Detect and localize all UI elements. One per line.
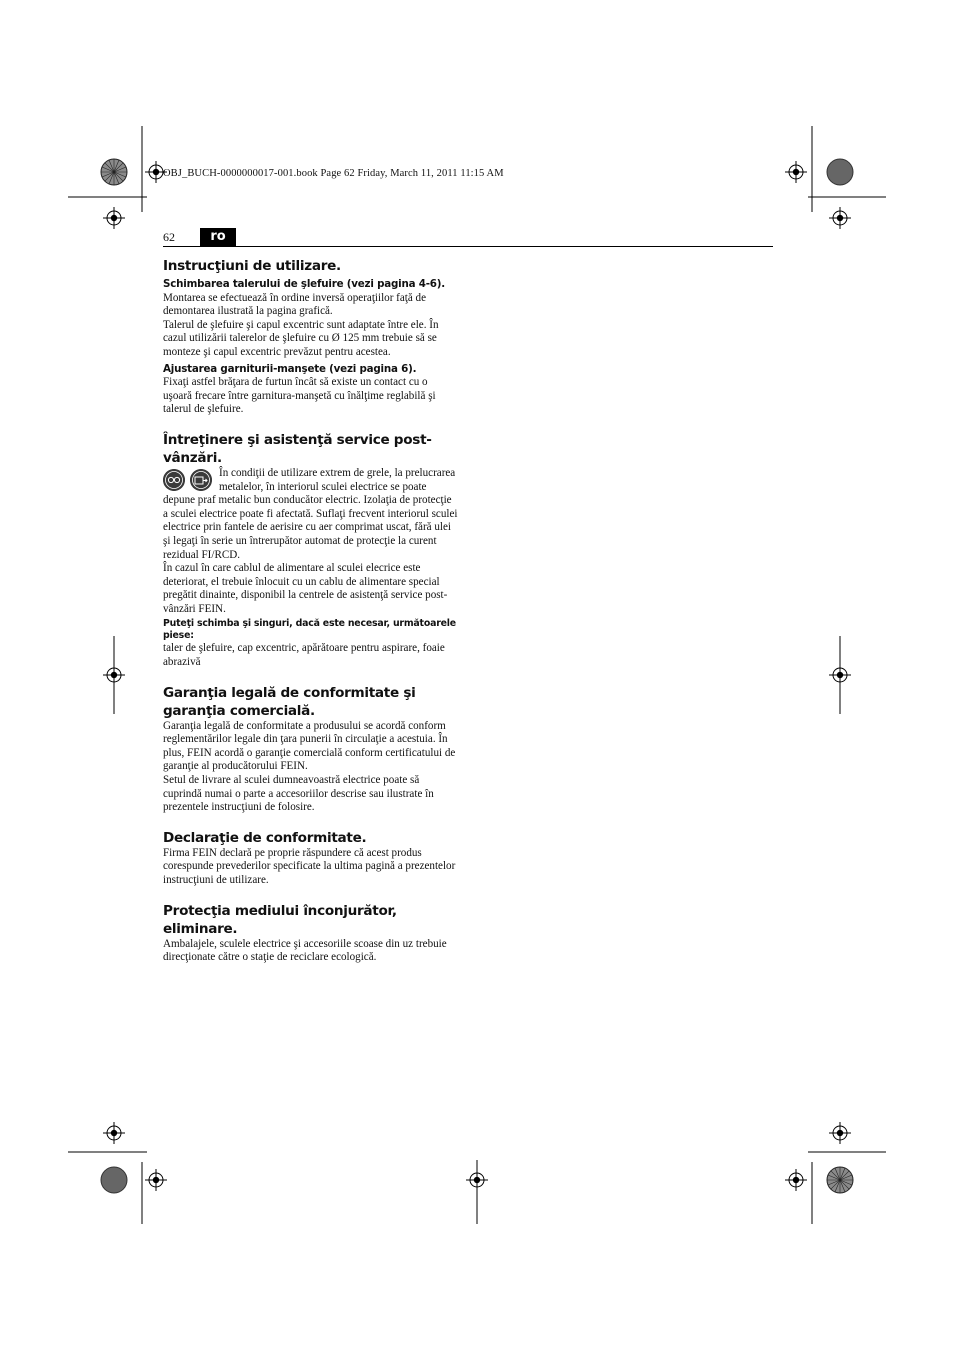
subsection-title-pad-change: Schimbarea talerului de şlefuire (vezi pagina 4-6). xyxy=(163,278,445,290)
paragraph: Montarea se efectuează în ordine inversă operaţiilor faţă de demontarea ilustrată la pagina grafică. xyxy=(163,291,427,318)
registration-mark-icon xyxy=(145,161,167,183)
paragraph: Ambalajele, sculele electrice şi accesoriile scoase din uz trebuie direcţionate către o staţie de reciclare ecologică. xyxy=(163,937,447,964)
language-tab: ro xyxy=(200,228,236,246)
paragraph: Fixaţi astfel brăţara de furtun încât să existe un contact cu o uşoară frecare între garnitura-manşetă cu înălţime reglabilă şi talerul de şlefuire. xyxy=(163,376,436,416)
replaceable-parts-list: taler de şlefuire, cap excentric, apărătoare pentru aspirare, foaie abrazivă xyxy=(163,642,445,669)
star-target-icon xyxy=(101,159,127,185)
registration-mark-icon xyxy=(103,207,125,229)
registration-mark-icon xyxy=(145,1169,167,1191)
paragraph: Garanţia legală de conformitate a produsului se acordă conform reglementărilor legale din ţara punerii în circulaţie a acestuia. În plus, FEIN acordă o garanţie comercială conform certificatului de garanţie al producătorului FEIN. xyxy=(163,719,456,773)
replaceable-parts-title: Puteţi schimba şi singuri, dacă este necesar, următoarele piese: xyxy=(163,618,456,642)
paragraph: În cazul în care cablul de alimentare al sculei elecrice este deteriorat, el trebuie înlocuit cu un cablu de alimentare special pregătit dinainte, disponibil la centrele de asistenţă service post-vânzări FEIN. xyxy=(163,562,448,615)
dot-target-icon xyxy=(827,159,853,185)
subsection-title-seal-adjust: Ajustarea garniturii-manşete (vezi pagina 6). xyxy=(163,362,417,375)
registration-mark-icon xyxy=(103,1122,125,1144)
section-title-declaration: Declaraţie de conformitate. xyxy=(163,829,367,846)
paragraph: Talerul de şlefuire şi capul excentric sunt adaptate între ele. În cazul utilizării talerelor de şlefuire cu Ø 125 mm trebuie să se monteze şi capul excentric prevăzut pentru acestea. xyxy=(163,318,439,358)
paragraph: Firma FEIN declară pe proprie răspundere că acest produs corespunde prevederilor specificate la ultima pagină a prezentelor instrucţiuni de utilizare. xyxy=(163,846,456,886)
dot-target-icon xyxy=(101,1167,127,1193)
registration-mark-icon xyxy=(829,207,851,229)
page-number: 62 xyxy=(163,230,175,244)
side-crop-lines xyxy=(114,636,840,1224)
section-title-instructions: Instrucţiuni de utilizare. xyxy=(163,258,341,274)
registration-mark-icon xyxy=(785,161,807,183)
book-header: OBJ_BUCH-0000000017-001.book Page 62 Friday, March 11, 2011 11:15 AM xyxy=(163,168,504,179)
paragraph: În condiţii de utilizare extrem de grele, la prelucrarea metalelor, în interiorul sculei electrice se poate depune praf metalic bun conducător electric. Izolaţia de protecţie a sculei electrice poate fi afectată. Suflaţi frecvent interiorul sculei electrice prin fantele de aerisire cu aer comprimat uscat, fără ulei şi legaţi în serie un întrerupător automat de protecţie la curent rezidual FI/RCD. xyxy=(163,466,458,561)
section-title-environment: Protecţia mediului înconjurător, eliminare. xyxy=(163,902,397,937)
paragraph: Setul de livrare al sculei dumneavoastră electrice poate să cuprindă numai o parte a accesoriilor descrise sau ilustrate în prezentele instrucţiuni de folosire. xyxy=(163,774,434,814)
star-target-icon xyxy=(827,1167,853,1193)
section-title-warranty: Garanţia legală de conformitate şi garanţia comercială. xyxy=(163,684,416,719)
registration-mark-icon xyxy=(785,1169,807,1191)
section-title-maintenance: Întreţinere şi asistenţă service post-vânzări. xyxy=(163,431,432,466)
registration-mark-icon xyxy=(829,1122,851,1144)
crop-lines xyxy=(68,126,886,1224)
registration-marks xyxy=(101,159,853,1193)
